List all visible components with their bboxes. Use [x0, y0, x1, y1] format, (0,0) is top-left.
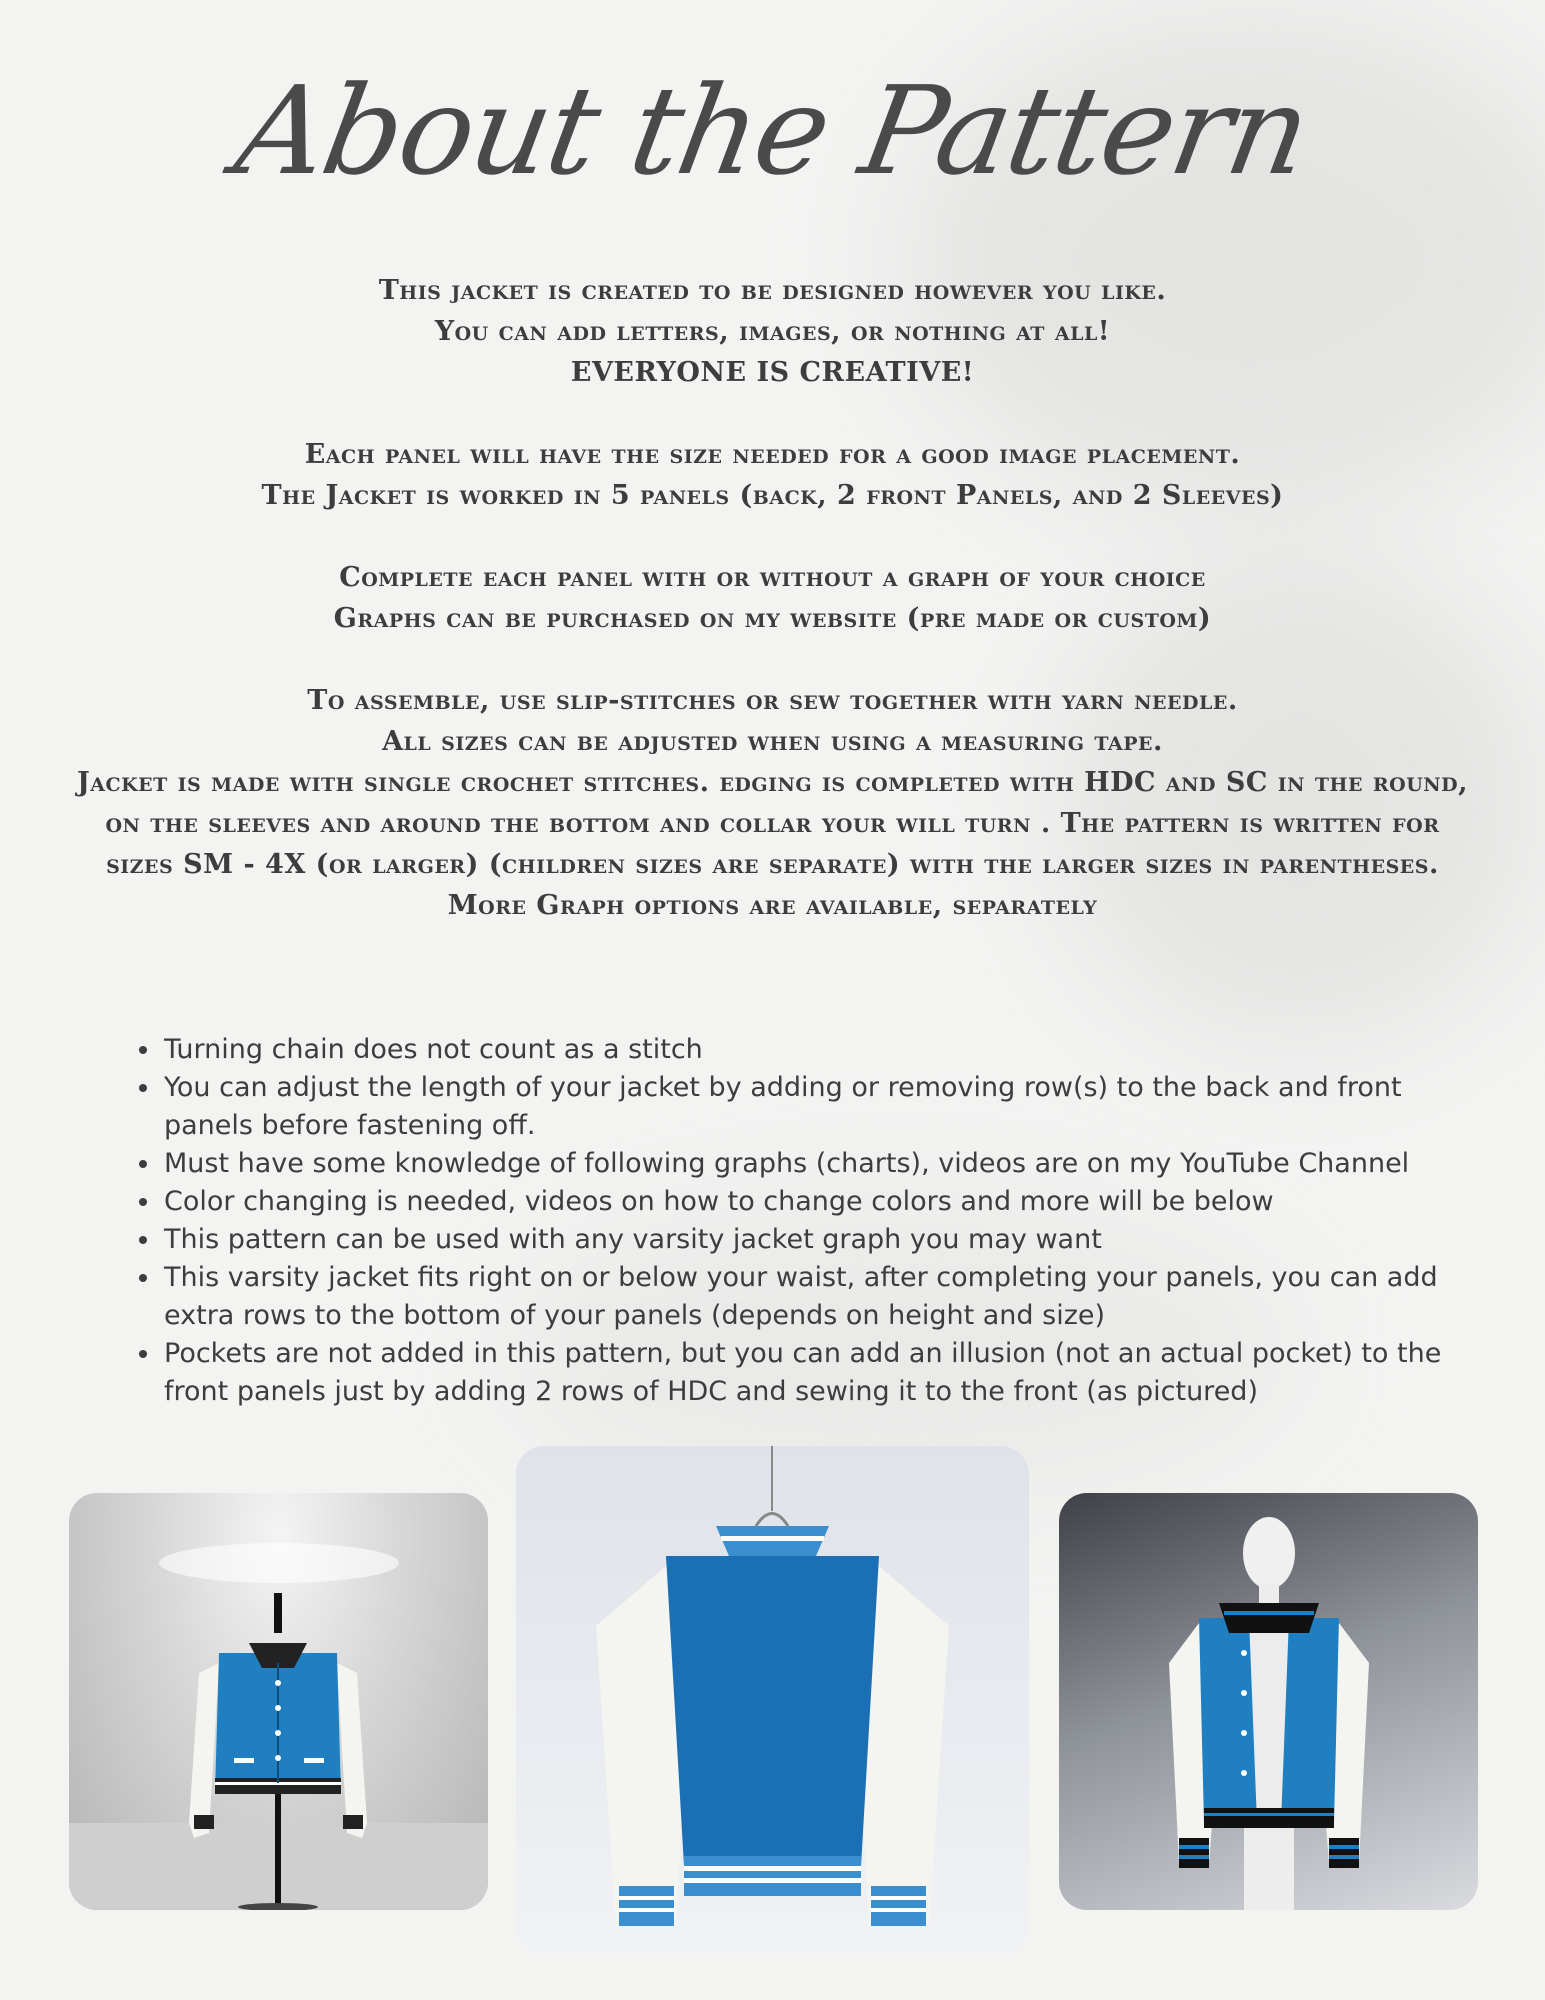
intro-line: You can add letters, images, or nothing at all! — [434, 316, 1111, 347]
intro-line: All sizes can be adjusted when using a measuring tape. — [382, 726, 1163, 757]
intro-line: EVERYONE IS CREATIVE! — [570, 357, 975, 388]
page-title: About the Pattern — [226, 60, 1319, 202]
jacket-back-image — [516, 1446, 1029, 1956]
intro-line: The Jacket is worked in 5 panels (back, 2 front Panels, and 2 Sleeves) — [261, 480, 1284, 511]
intro-line: More Graph options are available, separately — [447, 890, 1098, 921]
list-item: • Pockets are not added in this pattern, but you can add an illusion (not an actual pocket) to the front panels just by adding 2 rows of HDC and sewing it to the front (as pictured) — [162, 1335, 1472, 1411]
intro-line: To assemble, use slip-stitches or sew together with yarn needle. — [307, 685, 1238, 716]
jacket-on-form-image — [69, 1493, 488, 1910]
list-item: • This pattern can be used with any varsity jacket graph you may want — [162, 1221, 1472, 1259]
intro-line: Graphs can be purchased on my website (pre made or custom) — [333, 603, 1212, 634]
intro-paragraph — [70, 557, 1475, 639]
photo-jacket-back-on-hanger — [516, 1446, 1029, 1956]
jacket-on-mannequin-image — [1059, 1493, 1478, 1910]
intro-paragraph — [70, 270, 1475, 393]
intro-paragraph — [70, 680, 1475, 926]
intro-line: This jacket is created to be designed however you like. — [378, 275, 1167, 306]
list-item: • Turning chain does not count as a stitch — [162, 1031, 1472, 1069]
list-item: • Must have some knowledge of following graphs (charts), videos are on my YouTube Channel — [162, 1145, 1472, 1183]
intro-line: Each panel will have the size needed for a good image placement. — [304, 439, 1241, 470]
list-item: • Color changing is needed, videos on how to change colors and more will be below — [162, 1183, 1472, 1221]
intro-line: Jacket is made with single crochet stitches. edging is completed with HDC and SC in the round, on the sleeves and around the bottom and collar your will turn . The pattern is written for sizes SM - 4X (or larger) (children sizes are separate) with the larger sizes in parentheses. — [76, 767, 1469, 880]
intro-text — [70, 270, 1475, 967]
list-item: • You can adjust the length of your jacket by adding or removing row(s) to the back and front panels before fastening off. — [162, 1069, 1472, 1145]
intro-paragraph — [70, 434, 1475, 516]
photo-jacket-on-dress-form — [69, 1493, 488, 1910]
tips-list — [126, 1031, 1472, 1411]
list-item: • This varsity jacket fits right on or below your waist, after completing your panels, you can add extra rows to the bottom of your panels (depends on height and size) — [162, 1259, 1472, 1335]
photo-jacket-on-mannequin — [1059, 1493, 1478, 1910]
intro-line: Complete each panel with or without a graph of your choice — [339, 562, 1206, 593]
